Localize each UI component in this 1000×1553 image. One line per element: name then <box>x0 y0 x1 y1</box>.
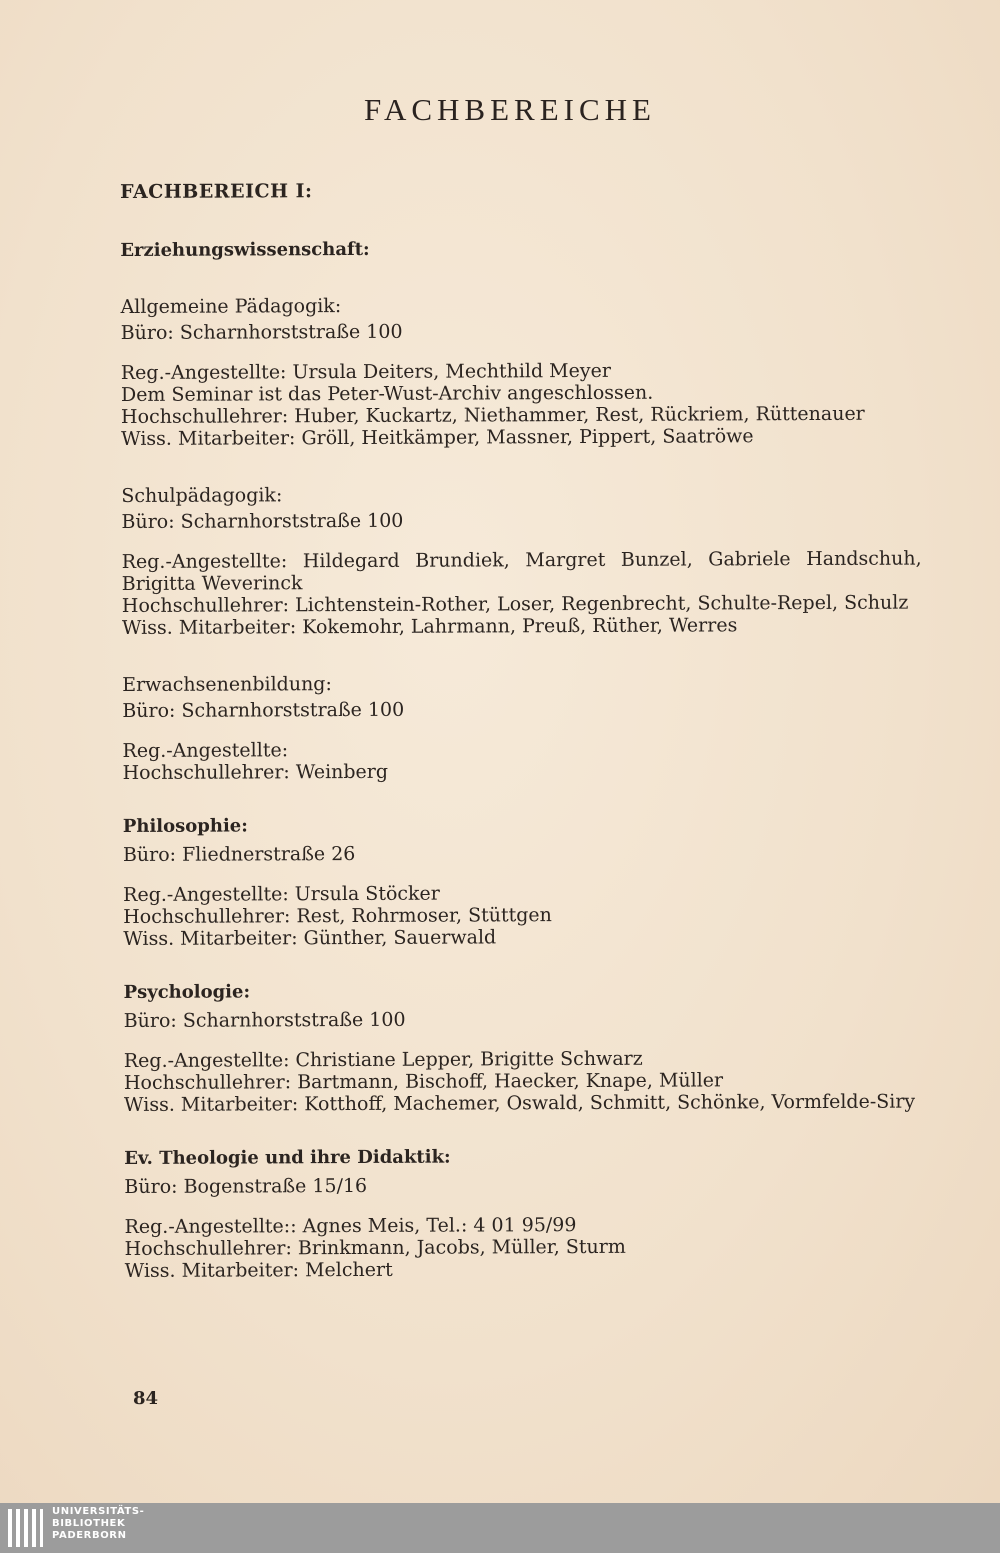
section-heading-ev-theologie: Ev. Theologie und ihre Didaktik: <box>124 1146 451 1169</box>
section-heading-psychologie: Psychologie: <box>123 981 251 1003</box>
professors-line: Hochschullehrer: Weinberg <box>122 760 389 784</box>
office-address: Büro: Fliednerstraße 26 <box>122 842 356 866</box>
section-psychologie <box>123 979 924 1116</box>
staff-line: Reg.-Angestellte: Hildegard Brundiek, Margret Bunzel, Gabriele Handschuh, Brigitta Weverinck <box>121 547 922 595</box>
spacer <box>124 1113 924 1148</box>
assistants-line: Wiss. Mitarbeiter: Kokemohr, Lahrmann, Preuß, Rüther, Werres <box>121 614 738 639</box>
library-logo-line: UNIVERSITÄTS- <box>52 1506 145 1517</box>
office-address: Büro: Scharnhorststraße 100 <box>122 698 405 722</box>
library-logo-text <box>52 1506 144 1542</box>
office-address: Büro: Bogenstraße 15/16 <box>124 1174 368 1198</box>
office-address: Büro: Scharnhorststraße 100 <box>123 1008 406 1032</box>
professors-line: Hochschullehrer: Bartmann, Bischoff, Haecker, Knape, Müller <box>123 1069 724 1094</box>
page-number: 84 <box>133 1388 159 1409</box>
professors-line: Hochschullehrer: Lichtenstein-Rother, Loser, Regenbrecht, Schulte-Repel, Schulz <box>121 591 909 617</box>
professors-line: Hochschullehrer: Brinkmann, Jacobs, Müller, Sturm <box>124 1235 626 1260</box>
assistants-line: Wiss. Mitarbeiter: Melchert <box>124 1258 393 1282</box>
library-logo-line: BIBLIOTHEK <box>52 1518 126 1529</box>
office-address: Büro: Scharnhorststraße 100 <box>120 320 403 344</box>
spacer <box>123 947 923 982</box>
assistants-line: Wiss. Mitarbeiter: Günther, Sauerwald <box>123 926 497 950</box>
subsection-allgemeine-paedagogik <box>121 293 922 450</box>
assistants-line: Wiss. Mitarbeiter: Gröll, Heitkämper, Massner, Pippert, Saatröwe <box>121 425 754 450</box>
professors-line: Hochschullehrer: Huber, Kuckartz, Niethammer, Rest, Rückriem, Rüttenauer <box>120 402 865 428</box>
library-logo-icon <box>8 1509 44 1547</box>
spacer <box>121 447 921 485</box>
fachbereich-heading: FACHBEREICH I: <box>120 180 313 203</box>
subsection-erwachsenenbildung <box>122 671 922 784</box>
staff-line: Reg.-Angestellte: Christiane Lepper, Brigitte Schwarz <box>123 1047 643 1072</box>
section-heading-philosophie: Philosophie: <box>122 815 248 837</box>
spacer <box>122 636 922 674</box>
spacer <box>123 781 923 816</box>
professors-line: Hochschullehrer: Rest, Rohrmoser, Stüttgen <box>123 904 552 928</box>
assistants-line: Wiss. Mitarbeiter: Kotthoff, Machemer, Oswald, Schmitt, Schönke, Vormfelde-Siry <box>123 1090 916 1116</box>
library-footer-bar <box>0 1503 1000 1553</box>
staff-line: Reg.-Angestellte:: Agnes Meis, Tel.: 4 01 95/99 <box>124 1214 577 1238</box>
subsection-heading: Schulpädagogik: <box>121 484 283 507</box>
staff-line: Reg.-Angestellte: Ursula Stöcker <box>123 882 440 906</box>
subsection-schulpaedagogik <box>121 482 922 639</box>
seminar-note: Dem Seminar ist das Peter-Wust-Archiv angeschlossen. <box>120 381 654 406</box>
subsection-heading: Erwachsenenbildung: <box>122 673 332 696</box>
staff-line: Reg.-Angestellte: Ursula Deiters, Mechthild Meyer <box>120 359 611 384</box>
page-content <box>120 178 925 1282</box>
office-address: Büro: Scharnhorststraße 100 <box>121 509 404 533</box>
library-logo-line: PADERBORN <box>52 1530 127 1541</box>
section-heading-erziehungswissenschaft: Erziehungswissenschaft: <box>120 238 370 261</box>
staff-line: Reg.-Angestellte: <box>122 739 289 762</box>
page-title: FACHBEREICHE <box>364 92 656 127</box>
subsection-heading: Allgemeine Pädagogik: <box>120 295 342 318</box>
spacer <box>120 259 920 296</box>
section-philosophie <box>123 813 924 950</box>
section-ev-theologie <box>124 1145 925 1282</box>
